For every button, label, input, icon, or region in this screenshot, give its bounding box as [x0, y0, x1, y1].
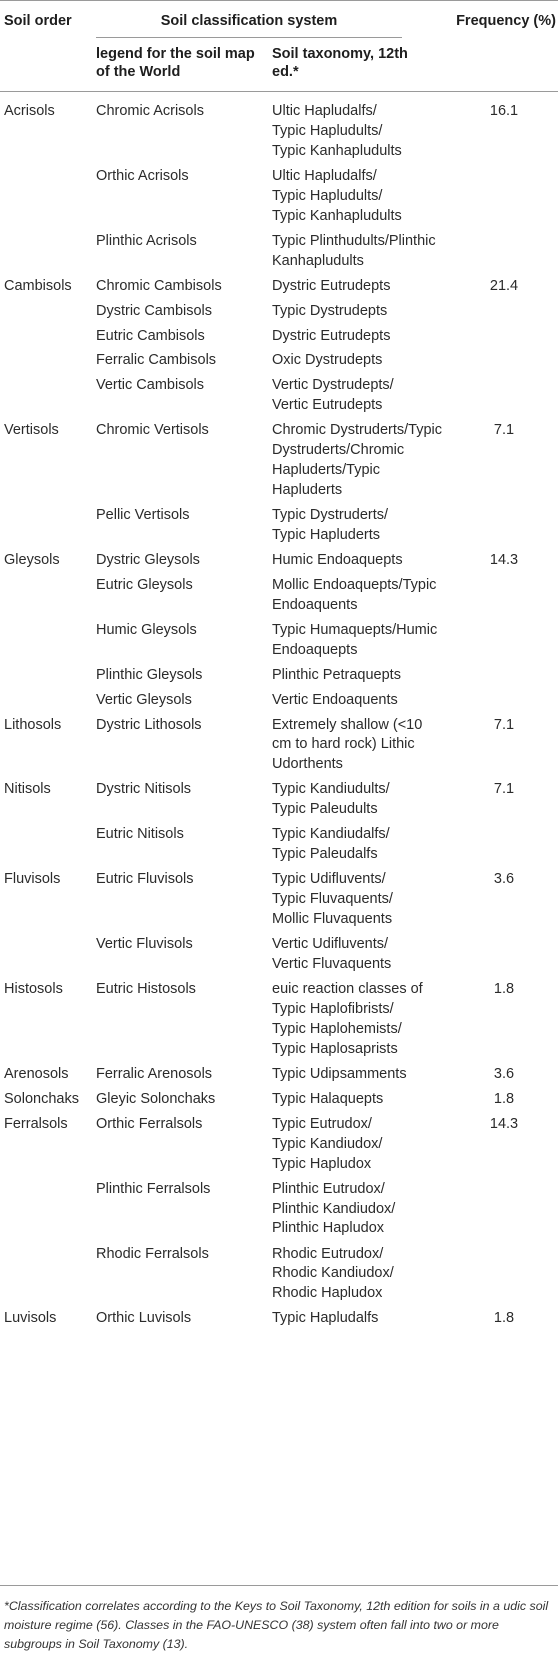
taxonomy-line: Plinthic Eutrudox/ [272, 1180, 385, 1197]
soil-order-cell: Cambisols [4, 277, 72, 294]
legend-cell: Chromic Acrisols [96, 103, 204, 119]
taxonomy-line: Typic Udifluvents/ [272, 871, 386, 888]
taxonomy-line: Typic Hapludults/ [272, 187, 383, 204]
taxonomy-cell [272, 621, 442, 661]
taxonomy-cell [272, 691, 442, 711]
taxonomy-line: Vertic Dystrudepts/ [272, 377, 394, 394]
taxonomy-line: Typic Dystruderts/ [272, 507, 389, 524]
frequency-cell: 1.8 [493, 1090, 515, 1107]
taxonomy-cell [272, 1180, 442, 1240]
legend-cell: Chromic Cambisols [96, 277, 222, 294]
legend-cell: Orthic Ferralsols [96, 1115, 203, 1132]
taxonomy-cell [272, 1309, 442, 1329]
taxonomy-line: Typic Hapludox [272, 1155, 372, 1172]
taxonomy-line: Vertic Fluvaquents [272, 956, 392, 972]
taxonomy-line: Typic Paleudalfs [272, 846, 378, 863]
taxonomy-cell [272, 716, 442, 776]
taxonomy-cell [272, 1090, 442, 1110]
frequency-cell: 7.1 [493, 716, 515, 733]
legend-cell: Eutric Histosols [96, 981, 196, 997]
taxonomy-line: Typic Kanhapludults [272, 207, 402, 224]
taxonomy-line: Plinthic Hapludox [272, 1220, 385, 1237]
table-header [0, 0, 558, 92]
subheader-taxonomy: Soil taxonomy, 12th ed.* [272, 46, 408, 80]
taxonomy-cell [272, 1115, 442, 1175]
taxonomy-cell [272, 780, 442, 820]
taxonomy-cell [272, 167, 442, 227]
taxonomy-cell [272, 421, 442, 501]
taxonomy-cell [272, 351, 442, 371]
legend-cell: Dystric Cambisols [96, 302, 213, 319]
taxonomy-line: euic reaction classes of [272, 981, 423, 997]
taxonomy-line: Typic Halaquepts [272, 1090, 384, 1107]
frequency-cell: 7.1 [493, 422, 515, 439]
taxonomy-cell [272, 1065, 442, 1085]
soil-order-cell: Luvisols [4, 1310, 57, 1327]
legend-cell: Plinthic Acrisols [96, 232, 197, 249]
legend-cell: Eutric Fluvisols [96, 871, 194, 888]
header-soil-order: Soil order [4, 13, 72, 29]
taxonomy-cell [272, 376, 442, 416]
taxonomy-line: Humic Endoaquepts [272, 552, 403, 568]
legend-cell: Vertic Gleysols [96, 691, 192, 708]
soil-order-cell: Nitisols [4, 781, 51, 798]
frequency-cell: 21.4 [489, 277, 519, 294]
taxonomy-line: Mollic Fluvaquents [272, 911, 393, 927]
taxonomy-cell [272, 935, 442, 975]
taxonomy-cell [272, 870, 442, 930]
taxonomy-line: Typic Hapludalfs [272, 1310, 379, 1327]
taxonomy-line: Plinthic Kandiudox/ [272, 1200, 396, 1217]
taxonomy-cell [272, 102, 442, 162]
soil-order-cell: Gleysols [4, 552, 60, 568]
legend-cell: Orthic Acrisols [96, 167, 189, 184]
header-rule [0, 91, 558, 92]
taxonomy-line: Rhodic Eutrudox/ [272, 1245, 384, 1262]
soil-order-cell: Solonchaks [4, 1090, 79, 1107]
legend-cell: Orthic Luvisols [96, 1310, 192, 1327]
taxonomy-line: Typic Humaquepts/Humic Endoaquepts [272, 621, 438, 658]
taxonomy-line: Typic Kandiudults/ [272, 781, 390, 798]
bottom-rule [0, 1585, 558, 1586]
frequency-cell: 7.1 [493, 781, 515, 798]
legend-cell: Vertic Fluvisols [96, 936, 193, 953]
taxonomy-line: Typic Kandiudalfs/ [272, 826, 390, 843]
header-frequency: Frequency (%) [456, 13, 556, 29]
legend-cell: Eutric Cambisols [96, 327, 205, 344]
taxonomy-line: Vertic Endoaquents [272, 691, 398, 708]
table-footnote: *Classification correlates according to the Keys to Soil Taxonomy, 12th edition for soils in a udic soil moisture regime (56). Classes in the FAO-UNESCO (38) system often fall into two or more subgroups in Soil Taxonomy (13). [4, 1599, 549, 1651]
legend-cell: Chromic Vertisols [96, 422, 209, 439]
taxonomy-cell [272, 1245, 442, 1305]
header-classification-system: Soil classification system [160, 13, 338, 29]
taxonomy-line: Rhodic Hapludox [272, 1285, 383, 1302]
taxonomy-cell [272, 576, 442, 616]
legend-cell: Eutric Nitisols [96, 826, 184, 843]
taxonomy-line: Typic Haplofibrists/ [272, 1000, 394, 1017]
frequency-cell: 14.3 [489, 552, 519, 568]
taxonomy-line: Typic Hapluderts [272, 527, 380, 543]
legend-cell: Ferralic Arenosols [96, 1065, 213, 1082]
soil-order-cell: Vertisols [4, 422, 59, 439]
taxonomy-line: Ultic Hapludalfs/ [272, 167, 377, 184]
taxonomy-line: Vertic Udifluvents/ [272, 936, 389, 953]
taxonomy-line: Dystric Eutrudepts [272, 277, 391, 294]
legend-cell: Vertic Cambisols [96, 377, 204, 394]
taxonomy-line: Dystric Eutrudepts [272, 327, 391, 344]
taxonomy-line: Vertic Eutrudepts [272, 397, 383, 414]
taxonomy-cell [272, 506, 442, 546]
taxonomy-line: Typic Dystrudepts [272, 302, 388, 319]
legend-cell: Dystric Gleysols [96, 552, 200, 568]
legend-cell: Plinthic Gleysols [96, 666, 203, 683]
taxonomy-cell [272, 551, 442, 571]
taxonomy-cell [272, 666, 442, 686]
taxonomy-cell [272, 980, 442, 1060]
frequency-cell: 1.8 [493, 1310, 515, 1327]
taxonomy-line: Mollic Endoaquepts/Typic Endoaquents [272, 576, 437, 613]
system-rule [96, 37, 402, 38]
taxonomy-line: Plinthic Petraquepts [272, 666, 401, 683]
taxonomy-line: Typic Kandiudox/ [272, 1135, 383, 1152]
taxonomy-line: Chromic Dystruderts/Typic Dystruderts/Chromic Hapluderts/Typic Hapluderts [272, 422, 443, 498]
subheader-legend: legend for the soil map of the World [96, 46, 255, 80]
legend-cell: Dystric Lithosols [96, 716, 202, 733]
taxonomy-line: Typic Fluvaquents/ [272, 891, 393, 908]
soil-order-cell: Acrisols [4, 103, 55, 119]
soil-order-cell: Ferralsols [4, 1115, 68, 1132]
taxonomy-line: Typic Eutrudox/ [272, 1115, 372, 1132]
top-rule [0, 0, 558, 1]
taxonomy-line: Typic Haplohemists/ [272, 1020, 402, 1037]
frequency-cell: 1.8 [493, 981, 515, 997]
legend-cell: Pellic Vertisols [96, 507, 190, 524]
taxonomy-line: Typic Paleudults [272, 801, 378, 818]
taxonomy-line: Typic Plinthudults/Plinthic Kanhapludults [272, 232, 436, 269]
taxonomy-line: Ultic Hapludalfs/ [272, 103, 377, 119]
taxonomy-line: Typic Kanhapludults [272, 142, 402, 159]
legend-cell: Humic Gleysols [96, 621, 197, 638]
taxonomy-cell [272, 825, 442, 865]
frequency-cell: 3.6 [493, 871, 515, 888]
legend-cell: Plinthic Ferralsols [96, 1180, 211, 1197]
soil-order-cell: Arenosols [4, 1065, 69, 1082]
legend-cell: Gleyic Solonchaks [96, 1090, 216, 1107]
frequency-cell: 3.6 [493, 1065, 515, 1082]
taxonomy-line: Typic Udipsamments [272, 1065, 407, 1082]
frequency-cell: 14.3 [489, 1115, 519, 1132]
soil-order-cell: Histosols [4, 981, 63, 997]
soil-order-cell: Fluvisols [4, 871, 61, 888]
taxonomy-cell [272, 232, 442, 272]
frequency-cell: 16.1 [489, 103, 519, 119]
taxonomy-line: Oxic Dystrudepts [272, 352, 383, 369]
taxonomy-cell [272, 302, 442, 322]
legend-cell: Rhodic Ferralsols [96, 1245, 209, 1262]
taxonomy-line: Typic Hapludults/ [272, 122, 383, 139]
legend-cell: Eutric Gleysols [96, 576, 193, 593]
taxonomy-line: Rhodic Kandiudox/ [272, 1265, 394, 1282]
taxonomy-cell [272, 277, 442, 297]
taxonomy-line: Typic Haplosaprists [272, 1040, 398, 1057]
taxonomy-cell [272, 327, 442, 347]
legend-cell: Dystric Nitisols [96, 781, 192, 798]
soil-order-cell: Lithosols [4, 716, 62, 733]
legend-cell: Ferralic Cambisols [96, 352, 217, 369]
taxonomy-line: Extremely shallow (<10 cm to hard rock) Lithic Udorthents [272, 716, 423, 773]
